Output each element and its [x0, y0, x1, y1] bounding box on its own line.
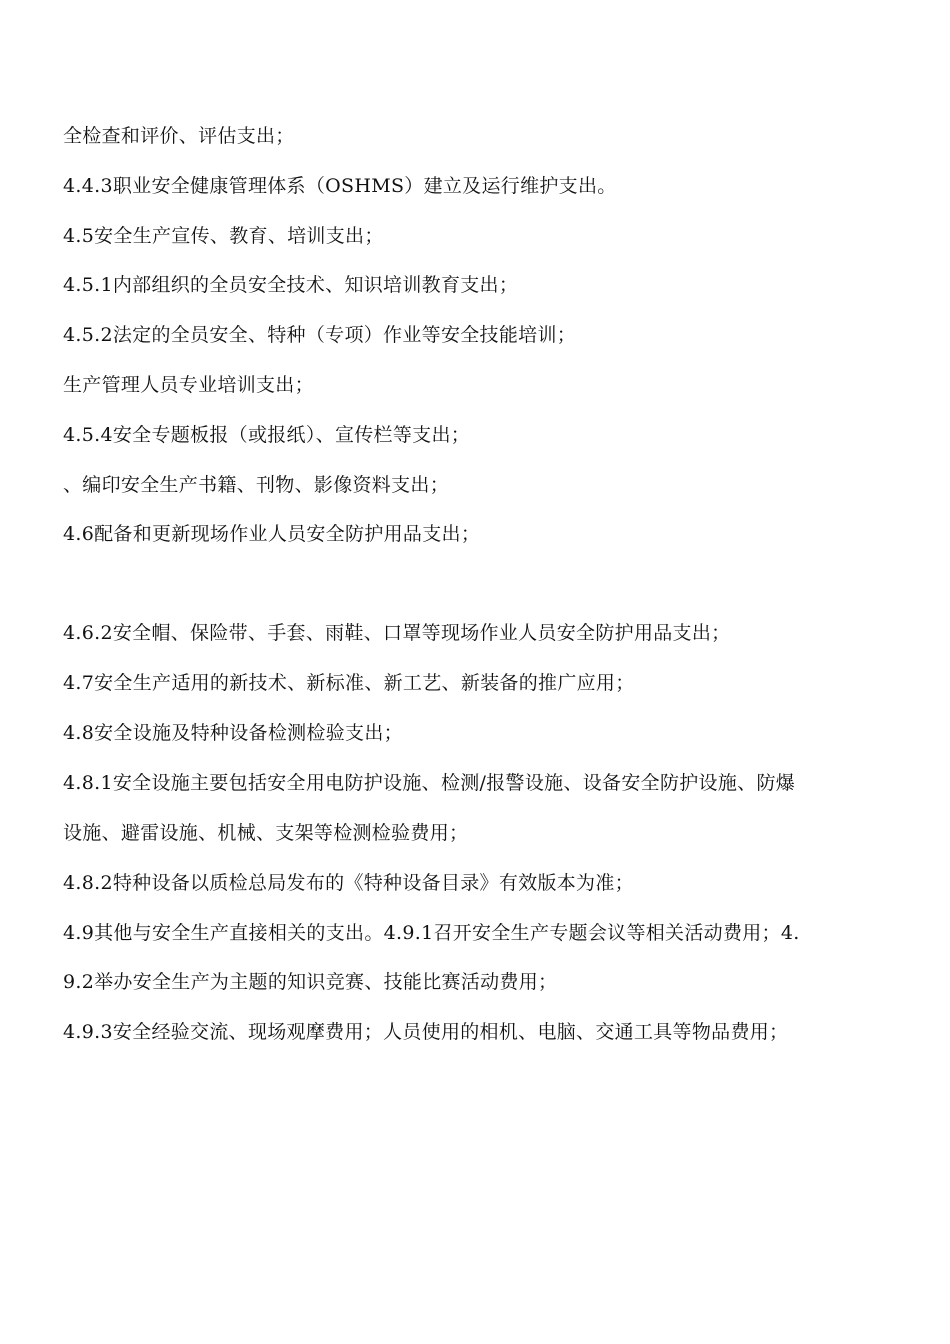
text-line: 4.8.1安全设施主要包括安全用电防护设施、检测/报警设施、设备安全防护设施、防爆 [63, 772, 796, 794]
text-line: 4.9.3安全经验交流、现场观摩费用；人员使用的相机、电脑、交通工具等物品费用； [63, 1021, 789, 1043]
text-line: 4.6配备和更新现场作业人员安全防护用品支出； [63, 523, 481, 545]
text-line: 4.4.3职业安全健康管理体系（OSHMS）建立及运行维护支出。 [63, 175, 617, 197]
text-line: 全检查和评价、评估支出； [63, 125, 295, 147]
text-line: 设施、避雷设施、机械、支架等检测检验费用； [63, 822, 469, 844]
text-line: 4.5.1内部组织的全员安全技术、知识培训教育支出； [63, 274, 519, 296]
text-line: 4.8.2特种设备以质检总局发布的《特种设备目录》有效版本为准； [63, 872, 634, 894]
text-line: 、编印安全生产书籍、刊物、影像资料支出； [63, 474, 450, 496]
text-line: 4.7安全生产适用的新技术、新标准、新工艺、新装备的推广应用； [63, 672, 635, 694]
text-line: 生产管理人员专业培训支出； [63, 374, 314, 396]
text-line: 4.5.2法定的全员安全、特种（专项）作业等安全技能培训； [63, 324, 577, 346]
text-line: 4.8安全设施及特种设备检测检验支出； [63, 722, 403, 744]
text-line: 4.5安全生产宣传、教育、培训支出； [63, 225, 384, 247]
text-line: 4.5.4安全专题板报（或报纸）、宣传栏等支出； [63, 424, 471, 446]
text-line: 4.6.2安全帽、保险带、手套、雨鞋、口罩等现场作业人员安全防护用品支出； [63, 622, 731, 644]
text-line: 9.2举办安全生产为主题的知识竞赛、技能比赛活动费用； [63, 971, 558, 993]
text-line: 4.9其他与安全生产直接相关的支出。4.9.1召开安全生产专题会议等相关活动费用；4. [63, 922, 800, 944]
